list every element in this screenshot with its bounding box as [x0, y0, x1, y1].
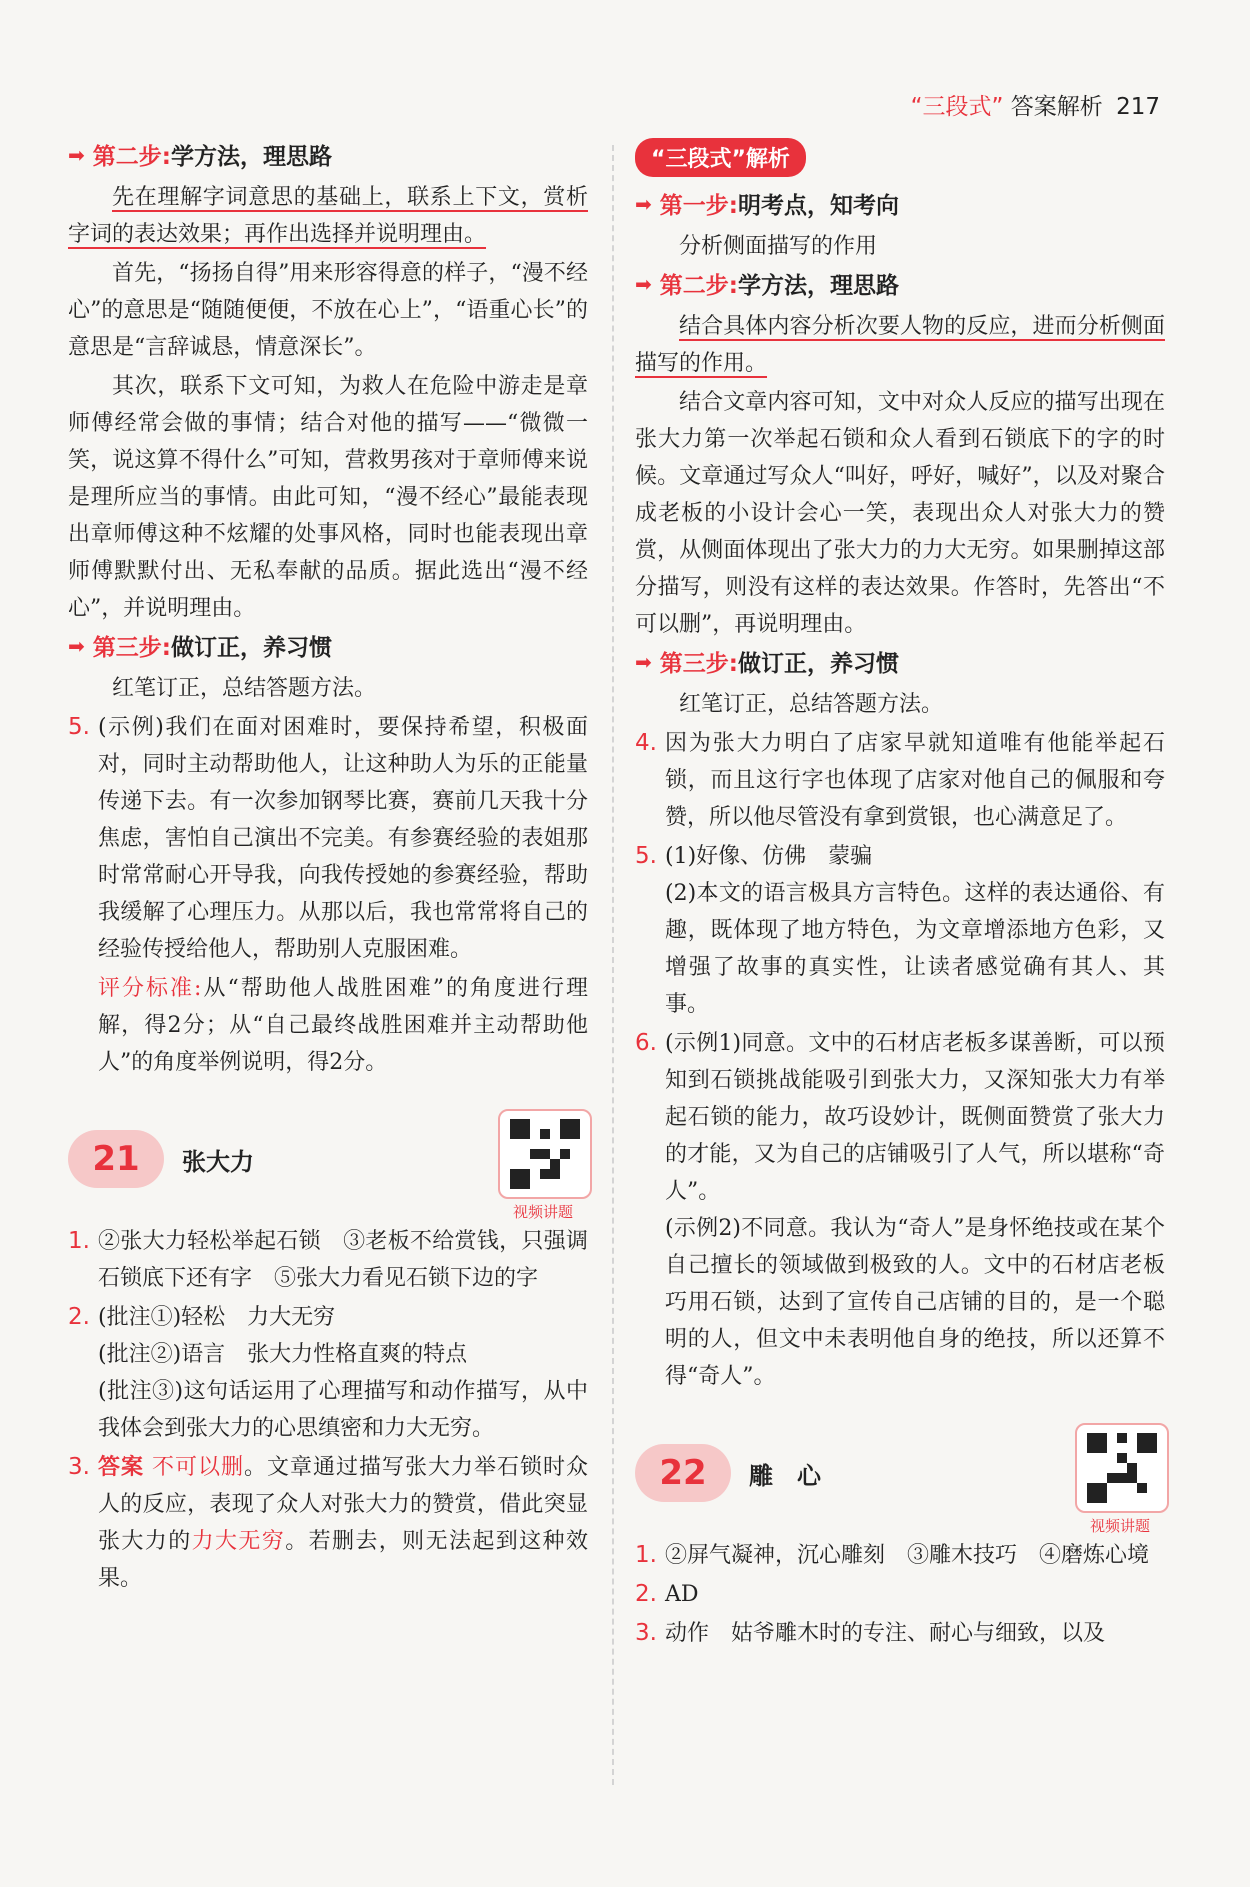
page-number: 217 [1116, 94, 1160, 120]
step-text: 分析侧面描写的作用 [679, 234, 878, 259]
qr-icon [1087, 1433, 1157, 1503]
header-title: 答案解析 [1010, 94, 1103, 120]
scoring-standard: 评分标准:从“帮助他人战胜困难”的角度进行理解，得2分；从“自己最终战胜困难并主动帮助他人”的角度举例说明，得2分。 [98, 976, 588, 1075]
header-brand: “三段式” [910, 94, 1004, 120]
step-two-heading: ➡ 第二步: 学方法，理思路 [68, 142, 332, 170]
lesson-21-header [68, 1109, 588, 1221]
qr-code[interactable]: 视频讲题 [498, 1109, 588, 1222]
l21-question-1: 1. ②张大力轻松举起石锁 ③老板不给赏钱，只强调石锁底下还有字 ⑤张大力看见石锁下边的字 [68, 1228, 588, 1291]
arrow-icon: ➡ [68, 633, 85, 658]
lesson-22-header [635, 1423, 1165, 1535]
l22-question-3: 3. 动作 姑爷雕木时的专注、耐心与细致，以及 [635, 1620, 1106, 1646]
question-5: 5. (1)好像、仿佛 蒙骗 (2)本文的语言极具方言特色。这样的表达通俗、有趣，既体现了地方特色，为文章增添地方色彩，又增强了故事的真实性，让读者感觉确有其人、其事。 [635, 843, 1165, 1017]
step-text: 红笔订正，总结答题方法。 [679, 692, 944, 717]
question-5: 5. (示例)我们在面对困难时，要保持希望，积极面对，同时主动帮助他人，让这种助人为乐的正能量传递下去。有一次参加钢琴比赛，赛前几天我十分焦虑，害怕自己演出不完美。有参赛经验的表姐那时常常耐心开导我，向我传授她的参赛经验，帮助我缓解了心理压力。从那以后，我也常常将自己的经验传授给他人，帮助别人克服困难。 [68, 714, 588, 962]
lesson-title: 张大力 [182, 1147, 254, 1176]
lesson-number-badge: 21 [68, 1130, 164, 1188]
step-three-heading: ➡ 第三步: 做订正，养习惯 [68, 633, 332, 661]
analysis-para: 首先，“扬扬自得”用来形容得意的样子，“漫不经心”的意思是“随随便便，不放在心上”，“语重心长”的意思是“言辞诚恳，情意深长”。 [68, 261, 588, 360]
step-one-heading: ➡ 第一步: 明考点，知考向 [635, 191, 899, 219]
qr-icon [510, 1119, 580, 1189]
lesson-number-badge: 22 [635, 1444, 731, 1502]
right-column [635, 138, 1165, 1654]
lesson-title: 雕 心 [749, 1461, 821, 1490]
step-two-heading: ➡ 第二步: 学方法，理思路 [635, 271, 899, 299]
arrow-icon: ➡ [635, 271, 652, 296]
method-text: 先在理解字词意思的基础上，联系上下文，赏析字词的表达效果；再作出选择并说明理由。 [68, 185, 588, 247]
l22-question-2: 2. AD [635, 1581, 699, 1607]
question-6: 6. (示例1)同意。文中的石材店老板多谋善断，可以预知到石锁挑战能吸引到张大力，又深知张大力有举起石锁的能力，故巧设妙计，既侧面赞赏了张大力的才能，又为自己的店铺吸引了人气，所以堪称“奇人”。 (示例2)不同意。我认为“奇人”是身怀绝技或在某个自己擅长的领域做到极致的人。文中的石材店老板巧用石锁，达到了宣传自己店铺的目的，是一个聪明的人，但文中未表明他自身的绝技，所以还算不得“奇人”。 [635, 1030, 1165, 1389]
l21-question-2: 2. (批注①)轻松 力大无穷 (批注②)语言 张大力性格直爽的特点 (批注③)这句话运用了心理描写和动作描写，从中我体会到张大力的心思缜密和力大无穷。 [68, 1304, 588, 1441]
l21-question-3: 3. 答案 不可以删。文章通过描写张大力举石锁时众人的反应，表现了众人对张大力的赞赏，借此突显张大力的力大无穷。若删去，则无法起到这种效果。 [68, 1454, 588, 1591]
left-column [68, 138, 588, 1599]
qr-code[interactable]: 视频讲题 [1075, 1423, 1165, 1536]
arrow-icon: ➡ [635, 649, 652, 674]
analysis-tag: “三段式”解析 [635, 138, 806, 177]
step-three-heading: ➡ 第三步: 做订正，养习惯 [635, 649, 899, 677]
page-header [911, 88, 1160, 121]
column-divider [612, 145, 614, 1785]
arrow-icon: ➡ [635, 191, 652, 216]
analysis-para: 其次，联系下文可知，为救人在危险中游走是章师傅经常会做的事情；结合对他的描写——“微微一笑，说这算不得什么”可知，营救男孩对于章师傅来说是理所应当的事情。由此可知，“漫不经心”最能表现出章师傅这种不炫耀的处事风格，同时也能表现出章师傅默默付出、无私奉献的品质。据此选出“漫不经心”，并说明理由。 [68, 374, 588, 621]
question-4: 4. 因为张大力明白了店家早就知道唯有他能举起石锁，而且这行字也体现了店家对他自己的佩服和夸赞，所以他尽管没有拿到赏银，也心满意足了。 [635, 730, 1165, 830]
method-text: 结合具体内容分析次要人物的反应，进而分析侧面描写的作用。 [635, 314, 1165, 376]
step-text: 红笔订正，总结答题方法。 [112, 676, 377, 701]
l22-question-1: 1. ②屏气凝神，沉心雕刻 ③雕木技巧 ④磨炼心境 [635, 1542, 1150, 1568]
arrow-icon: ➡ [68, 142, 85, 167]
analysis-para: 结合文章内容可知，文中对众人反应的描写出现在张大力第一次举起石锁和众人看到石锁底下的字的时候。文章通过写众人“叫好，呼好，喊好”，以及对聚合成老板的小设计会心一笑，表现出众人对张大力的赞赏，从侧面体现出了张大力的力大无穷。如果删掉这部分描写，则没有这样的表达效果。作答时，先答出“不可以删”，再说明理由。 [635, 390, 1165, 637]
